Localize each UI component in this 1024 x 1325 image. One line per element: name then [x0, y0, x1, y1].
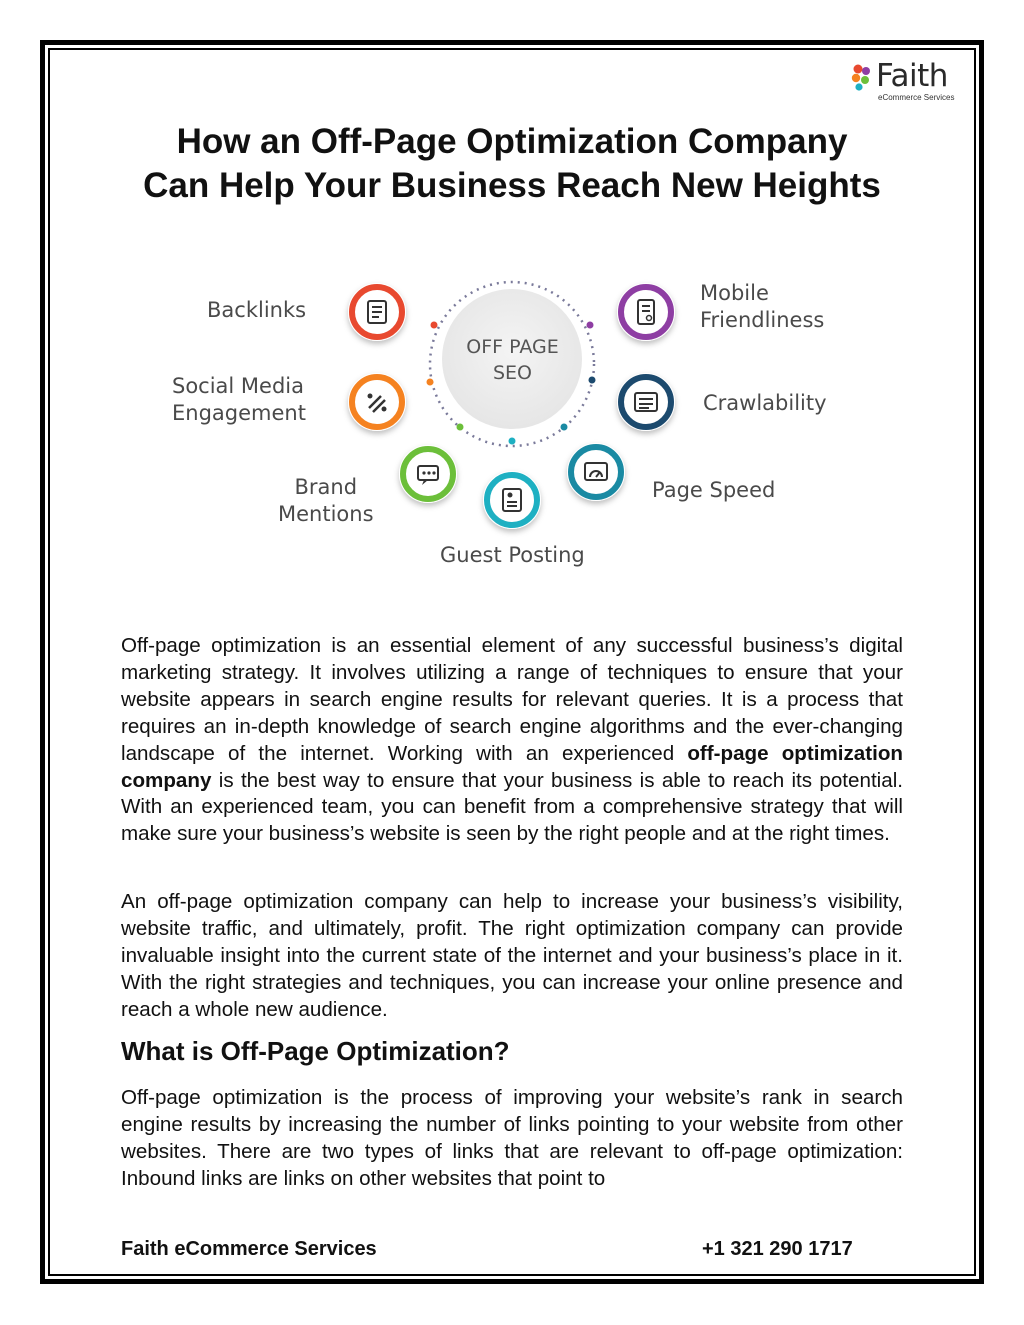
ring-dot-guest: [509, 438, 516, 445]
ring-dot-brand: [457, 424, 464, 431]
label-page-speed: Page Speed: [652, 478, 776, 502]
ring-dot-mobile: [587, 322, 594, 329]
footer-phone: +1 321 290 1717: [702, 1238, 853, 1260]
footer-company-name: Faith eCommerce Services: [121, 1238, 377, 1260]
crawlability-icon: [617, 373, 675, 431]
label-mobile-friendliness: Mobile Friendliness: [700, 281, 825, 332]
mobile-friendliness-icon: [617, 283, 675, 341]
center-label-line-2: SEO: [492, 362, 533, 384]
paragraph-intro-start: Off-page optimization is an essential element of any successful business’s digital marketing strategy. It involves utilizing a range of techniques to ensure that your website appears in search engine results for relevant queries. It is a process that requires an in-depth knowledge of search engine algorithms and the ever-changing landscape of the internet. Working with an experienced: [121, 634, 903, 765]
brand-mentions-icon: [399, 445, 457, 503]
company-logo: [850, 60, 965, 106]
paragraph-definition: Off-page optimization is the process of improving your website’s rank in search engine results by increasing the number of links pointing to your website from other websites. There are two types of links that are relevant to off-page optimization: Inbound links are links on other websites that point to: [121, 1086, 903, 1190]
page-title: [60, 120, 964, 208]
ring-dot-crawl: [589, 377, 596, 384]
page-title-line-1: How an Off-Page Optimization Company: [176, 122, 848, 161]
label-guest-posting: Guest Posting: [440, 543, 585, 567]
logo-name: Faith: [876, 58, 948, 94]
label-crawlability: Crawlability: [703, 391, 827, 415]
label-brand-mentions: Brand Mentions: [278, 475, 374, 526]
off-page-seo-infographic: [160, 262, 860, 592]
off-page-company-highlight: off-page optimization company: [121, 741, 903, 792]
ring-dot-speed: [561, 424, 568, 431]
page-title-line-2: Can Help Your Business Reach New Heights: [143, 166, 881, 205]
backlinks-icon: [348, 283, 406, 341]
label-backlinks: Backlinks: [207, 298, 307, 322]
paragraph-intro-end: is the best way to ensure that your business is able to reach its potential. With an experienced team, you can benefit from a comprehensive strategy that will make sure your business’s website is seen by the right people and at the right times.: [121, 768, 903, 846]
social-media-icon: [348, 373, 406, 431]
center-label: [440, 334, 585, 386]
center-label-line-1: OFF PAGE: [466, 336, 559, 358]
logo-flower-icon: [850, 62, 876, 94]
guest-posting-icon: [483, 471, 541, 529]
page-speed-icon: [567, 443, 625, 501]
paragraph-benefits: An off-page optimization company can help to increase your business’s visibility, website traffic, and ultimately, profit. The right optimization company can provide invaluable insight into the current state of the internet and your business’s place in it. With the right strategies and techniques, you can increase your online presence and reach a whole new audience.: [121, 890, 903, 1021]
ring-dot-social: [427, 379, 434, 386]
section-heading: What is Off-Page Optimization?: [121, 1036, 510, 1066]
paragraph-intro: [121, 633, 903, 848]
logo-tagline: eCommerce Services: [878, 93, 955, 102]
label-social-media-engagement: Social Media Engagement: [172, 374, 306, 425]
ring-dot-backlinks: [431, 322, 438, 329]
